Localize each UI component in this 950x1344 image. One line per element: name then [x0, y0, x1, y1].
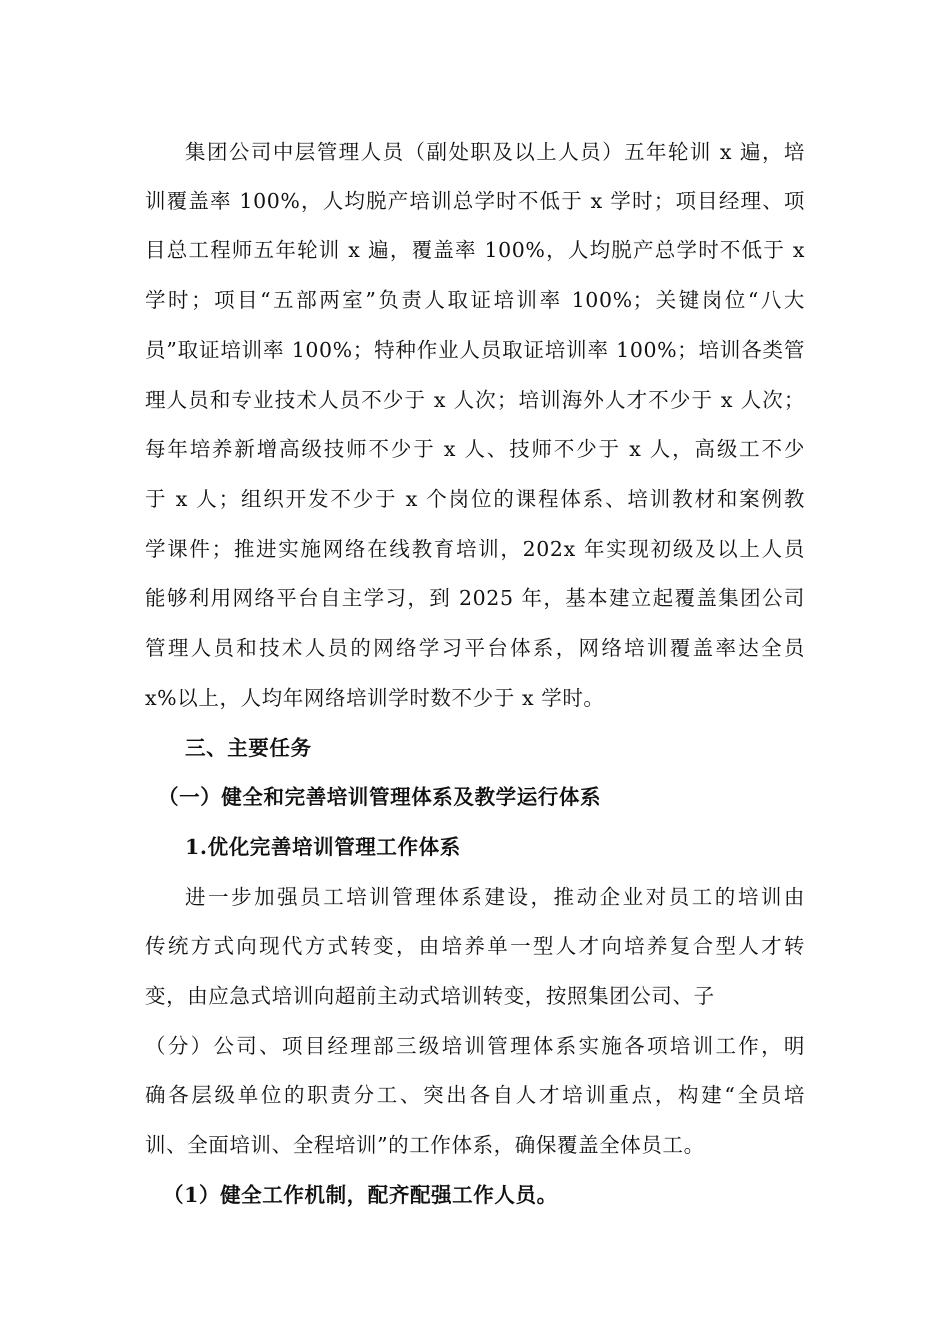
- paragraph-line: 传统方式向现代方式转变，由培养单一型人才向培养复合型人才转: [145, 934, 805, 958]
- paragraph-line: （分）公司、项目经理部三级培训管理体系实施各项培训工作，明: [145, 1034, 805, 1058]
- paragraph-line: 能够利用网络平台自主学习，到 2025 年，基本建立起覆盖集团公司: [145, 586, 805, 610]
- paragraph-line: 于 x 人；组织开发不少于 x 个岗位的课程体系、培训教材和案例教: [145, 487, 805, 511]
- paragraph-line: 训覆盖率 100%，人均脱产培训总学时不低于 x 学时；项目经理、项: [145, 189, 805, 213]
- section-heading-main-tasks: 三、主要任务: [185, 736, 312, 760]
- paragraph-line: 管理人员和技术人员的网络学习平台体系，网络培训覆盖率达全员: [145, 636, 805, 660]
- paragraph-line: 每年培养新增高级技师不少于 x 人、技师不少于 x 人，高级工不少: [145, 437, 805, 461]
- paragraph-line: 变，由应急式培训向超前主动式培训转变，按照集团公司、子: [145, 984, 715, 1008]
- paragraph-line: x%以上，人均年网络培训学时数不少于 x 学时。: [145, 686, 605, 710]
- paragraph-line: 确各层级单位的职责分工、突出各自人才培训重点，构建“全员培: [145, 1083, 805, 1107]
- paragraph-line: 集团公司中层管理人员（副处职及以上人员）五年轮训 x 遍，培: [185, 140, 805, 164]
- paragraph-line: 员”取证培训率 100%；特种作业人员取证培训率 100%；培训各类管: [145, 338, 805, 362]
- paragraph-line: 目总工程师五年轮训 x 遍，覆盖率 100%，人均脱产总学时不低于 x: [145, 238, 805, 262]
- item-heading-1: 1.优化完善培训管理工作体系: [185, 835, 461, 859]
- section-heading-1: （一）健全和完善培训管理体系及教学运行体系: [158, 785, 602, 809]
- sub-heading-1: （1）健全工作机制，配齐配强工作人员。: [163, 1183, 558, 1207]
- paragraph-line: 训、全面培训、全程培训”的工作体系，确保覆盖全体员工。: [145, 1133, 705, 1157]
- paragraph-line: 理人员和专业技术人员不少于 x 人次；培训海外人才不少于 x 人次；: [145, 388, 805, 412]
- paragraph-line: 学课件；推进实施网络在线教育培训，202x 年实现初级及以上人员: [145, 537, 805, 561]
- paragraph-line: 进一步加强员工培训管理体系建设，推动企业对员工的培训由: [185, 885, 805, 909]
- paragraph-line: 学时；项目“五部两室”负责人取证培训率 100%；关键岗位“八大: [145, 288, 805, 312]
